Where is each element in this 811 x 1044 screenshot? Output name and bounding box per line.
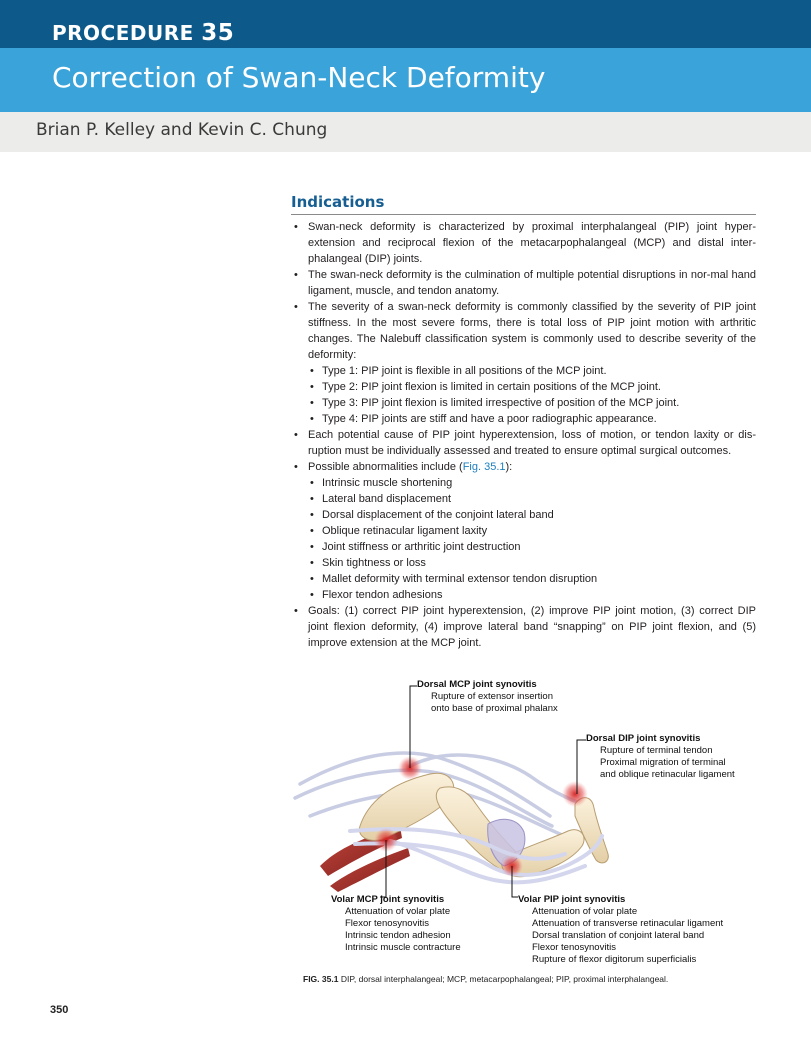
- label-line: onto base of proximal phalanx: [431, 703, 558, 714]
- bullet-text: Each potential cause of PIP joint hyperextension, loss of motion, or tendon laxity or dis-ruption must be individually assessed and treated to ensure optimal surgical outcomes.: [308, 429, 756, 457]
- bullet-text: Swan-neck deformity is characterized by proximal interphalangeal (PIP) joint hyper-extension and reciprocal flexion of the metacarpophalangeal (MCP) and distal inter-phalangeal (DIP) joints.: [308, 221, 756, 265]
- sub-list-item: • Type 3: PIP joint flexion is limited irrespective of position of the MCP joint.: [308, 395, 756, 411]
- label-line: Flexor tenosynovitis: [532, 942, 616, 953]
- label-volar-mcp: [331, 894, 461, 954]
- label-line: Attenuation of volar plate: [345, 906, 451, 917]
- label-line: Rupture of flexor digitorum superficialis: [532, 954, 697, 965]
- bullet-text: ):: [505, 461, 513, 473]
- sub-list-item: • Flexor tendon adhesions: [308, 587, 756, 603]
- indications-section: [291, 193, 756, 651]
- page-title: Correction of Swan-Neck Deformity: [52, 61, 546, 94]
- label-line: Intrinsic muscle contracture: [345, 942, 461, 953]
- label-dorsal-mcp: [417, 679, 558, 715]
- list-item: [291, 219, 756, 267]
- sub-list-item: • Intrinsic muscle shortening: [308, 475, 756, 491]
- list-item: [291, 603, 756, 651]
- label-line: Dorsal translation of conjoint lateral band: [532, 930, 705, 941]
- bullet-text: Possible abnormalities include (: [308, 461, 463, 473]
- label-line: Attenuation of transverse retinacular ligament: [532, 918, 724, 929]
- caption-label: FIG. 35.1: [303, 974, 339, 984]
- label-volar-pip: [518, 894, 723, 966]
- sub-list-item: • Type 2: PIP joint flexion is limited in certain positions of the MCP joint.: [308, 379, 756, 395]
- sub-list-item: • Lateral band displacement: [308, 491, 756, 507]
- label-title: Dorsal DIP joint synovitis: [586, 733, 701, 744]
- sub-list-item: • Type 1: PIP joint is flexible in all positions of the MCP joint.: [308, 363, 756, 379]
- procedure-number: 35: [201, 20, 235, 46]
- label-line: Attenuation of volar plate: [532, 906, 638, 917]
- list-item: [291, 459, 756, 603]
- bullet-text: Goals: (1) correct PIP joint hyperextension, (2) improve PIP joint motion, (3) correct DIP joint flexion deformity, (4) improve lateral band “snapping” on PIP joint flexion, and (5) improve extension at the MCP joint.: [308, 605, 756, 649]
- figure-reference-link[interactable]: Fig. 35.1: [462, 461, 506, 473]
- label-line: Rupture of terminal tendon: [600, 745, 713, 756]
- authors: Brian P. Kelley and Kevin C. Chung: [36, 120, 328, 140]
- type-list: [308, 363, 756, 427]
- indications-list: [291, 219, 756, 651]
- procedure-word: PROCEDURE: [52, 21, 194, 45]
- sub-list-item: • Oblique retinacular ligament laxity: [308, 523, 756, 539]
- sub-list-item: • Joint stiffness or arthritic joint destruction: [308, 539, 756, 555]
- bullet-text: The swan-neck deformity is the culmination of multiple potential disruptions in nor-mal hand ligament, muscle, and tendon anatomy.: [308, 269, 756, 297]
- label-line: Proximal migration of terminal: [600, 757, 726, 768]
- label-dorsal-dip: [586, 733, 735, 781]
- sub-list-item: • Skin tightness or loss: [308, 555, 756, 571]
- caption-text: DIP, dorsal interphalangeal; MCP, metacarpophalangeal; PIP, proximal interphalangeal.: [340, 974, 669, 984]
- distal-phalanx: [575, 798, 608, 863]
- label-line: Intrinsic tendon adhesion: [345, 930, 451, 941]
- label-title: Dorsal MCP joint synovitis: [417, 679, 537, 690]
- sub-list-item: • Type 4: PIP joints are stiff and have a poor radiographic appearance.: [308, 411, 756, 427]
- list-item: [291, 299, 756, 427]
- list-item: [291, 267, 756, 299]
- abnormality-list: [308, 475, 756, 603]
- section-heading: Indications: [291, 193, 756, 215]
- bullet-text: The severity of a swan-neck deformity is commonly classified by the severity of PIP joint stiffness. In the most severe forms, there is total loss of PIP joint motion with arthritic changes. The Nalebuff classification system is commonly used to describe severity of the deformity:: [308, 301, 756, 361]
- page-number: 350: [50, 1004, 69, 1016]
- label-title: Volar MCP joint synovitis: [331, 894, 445, 905]
- sub-list-item: • Mallet deformity with terminal extensor tendon disruption: [308, 571, 756, 587]
- label-line: Rupture of extensor insertion: [431, 691, 553, 702]
- label-title: Volar PIP joint synovitis: [518, 894, 626, 905]
- list-item: [291, 427, 756, 459]
- sub-list-item: • Dorsal displacement of the conjoint lateral band: [308, 507, 756, 523]
- dorsal-dip-inflammation: [562, 781, 588, 807]
- figure-caption: [303, 974, 668, 984]
- label-line: and oblique retinacular ligament: [600, 769, 735, 780]
- figure-35-1: [290, 676, 760, 966]
- procedure-label: [52, 20, 234, 46]
- label-line: Flexor tenosynovitis: [345, 918, 429, 929]
